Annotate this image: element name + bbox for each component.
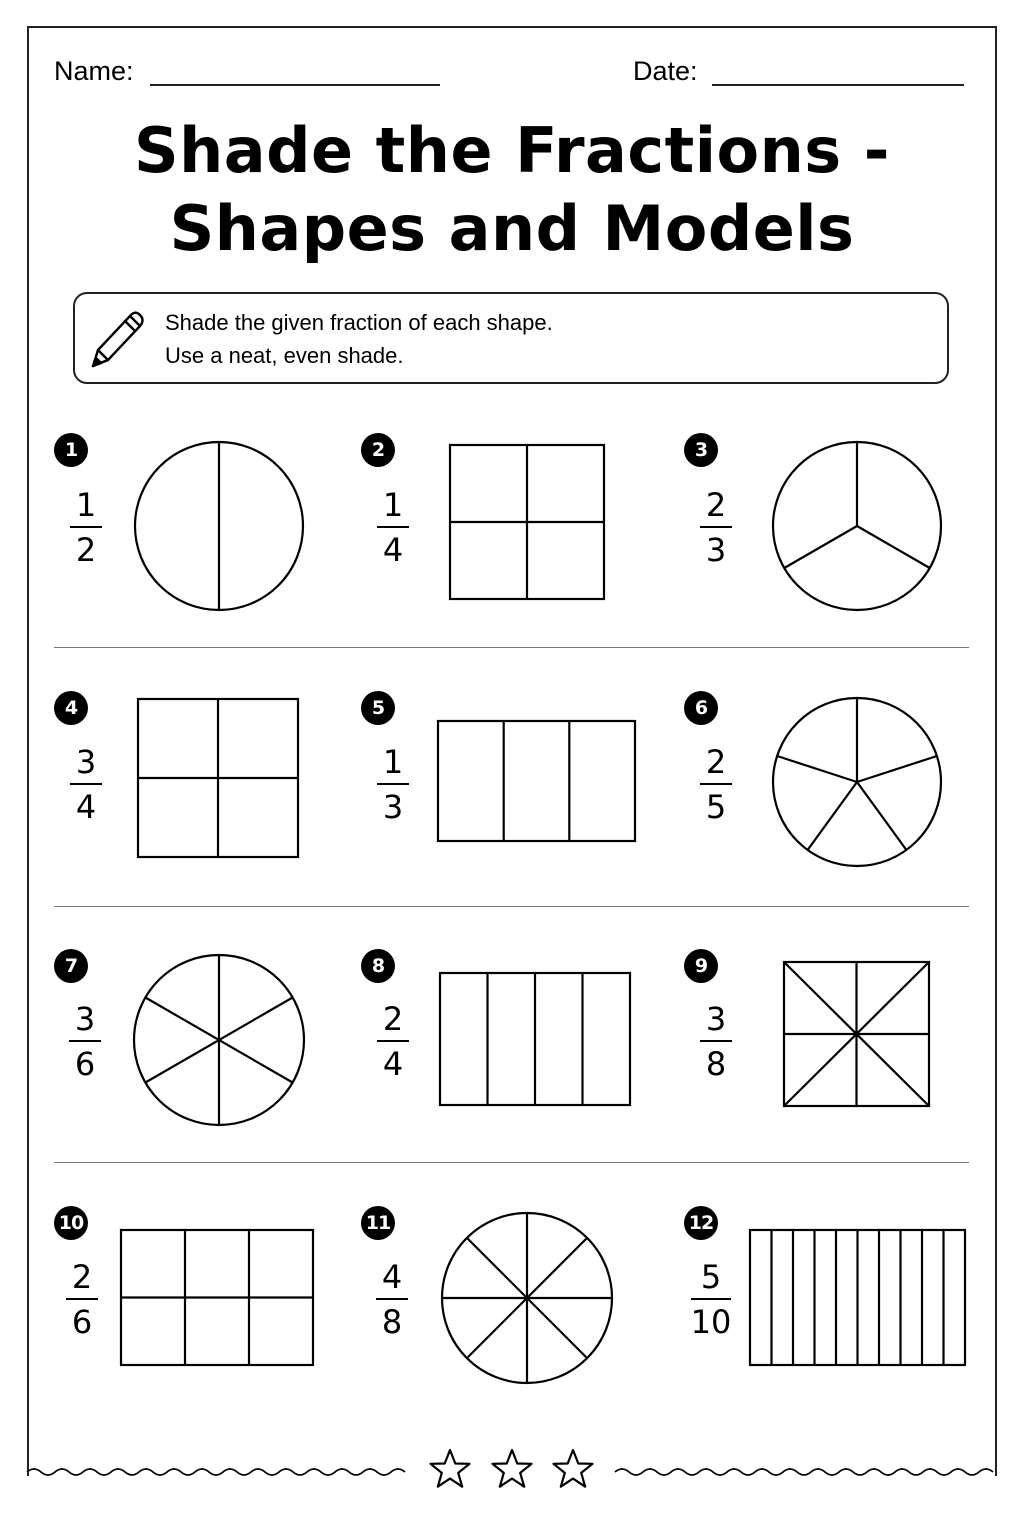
problem-number-badge: 7 — [54, 949, 88, 983]
denominator: 3 — [705, 531, 727, 569]
numerator: 2 — [705, 743, 727, 781]
problem-number-badge: 12 — [684, 1206, 718, 1240]
shape-square-quarters[interactable] — [450, 445, 604, 599]
problem-number-badge: 10 — [54, 1206, 88, 1240]
shape-rectangle-sixths[interactable] — [121, 1230, 313, 1365]
wavy-border-right — [615, 1469, 993, 1475]
star-icon — [554, 1450, 593, 1487]
instruction-line-2: Use a neat, even shade. — [165, 343, 404, 368]
denominator: 3 — [382, 788, 404, 826]
shape-square-eighths[interactable] — [784, 962, 929, 1106]
denominator: 8 — [381, 1303, 403, 1341]
numerator: 1 — [382, 486, 404, 524]
numerator: 3 — [74, 1000, 96, 1038]
date-label: Date: — [633, 56, 698, 86]
star-icon — [431, 1450, 470, 1487]
problem-number-badge: 1 — [54, 433, 88, 467]
denominator: 5 — [705, 788, 727, 826]
problem-number-badge: 2 — [361, 433, 395, 467]
denominator: 4 — [382, 1045, 404, 1083]
numerator: 1 — [382, 743, 404, 781]
title-line-1: Shade the Fractions - — [134, 114, 890, 187]
shape-circle-thirds[interactable] — [773, 442, 941, 610]
problem-number-badge: 9 — [684, 949, 718, 983]
numerator: 3 — [75, 743, 97, 781]
numerator: 3 — [705, 1000, 727, 1038]
shape-circle-sixths[interactable] — [134, 955, 304, 1125]
denominator: 10 — [690, 1303, 732, 1341]
shape-circle-halves[interactable] — [135, 442, 303, 610]
denominator: 6 — [74, 1045, 96, 1083]
numerator: 4 — [381, 1258, 403, 1296]
denominator: 2 — [75, 531, 97, 569]
footer-stars — [425, 1446, 599, 1494]
shape-square-quarters[interactable] — [138, 699, 298, 857]
problem-number-badge: 4 — [54, 691, 88, 725]
denominator: 6 — [71, 1303, 93, 1341]
numerator: 5 — [700, 1258, 722, 1296]
numerator: 2 — [705, 486, 727, 524]
name-label: Name: — [54, 56, 134, 86]
wavy-border-left — [27, 1469, 405, 1475]
shape-rectangle-fourths[interactable] — [440, 973, 630, 1105]
star-icon — [493, 1450, 532, 1487]
problem-number-badge: 3 — [684, 433, 718, 467]
problem-number-badge: 11 — [361, 1206, 395, 1240]
title-line-2: Shapes and Models — [169, 192, 855, 265]
numerator: 2 — [71, 1258, 93, 1296]
problem-number-badge: 8 — [361, 949, 395, 983]
shape-circle-eighths[interactable] — [442, 1213, 612, 1383]
denominator: 4 — [382, 531, 404, 569]
shape-circle-fifths[interactable] — [773, 698, 941, 866]
shape-rectangle-thirds[interactable] — [438, 721, 635, 841]
denominator: 4 — [75, 788, 97, 826]
instruction-line-1: Shade the given fraction of each shape. — [165, 310, 553, 335]
numerator: 2 — [382, 1000, 404, 1038]
shape-rectangle-tenths[interactable] — [750, 1230, 965, 1365]
denominator: 8 — [705, 1045, 727, 1083]
problem-number-badge: 5 — [361, 691, 395, 725]
problem-number-badge: 6 — [684, 691, 718, 725]
numerator: 1 — [75, 486, 97, 524]
